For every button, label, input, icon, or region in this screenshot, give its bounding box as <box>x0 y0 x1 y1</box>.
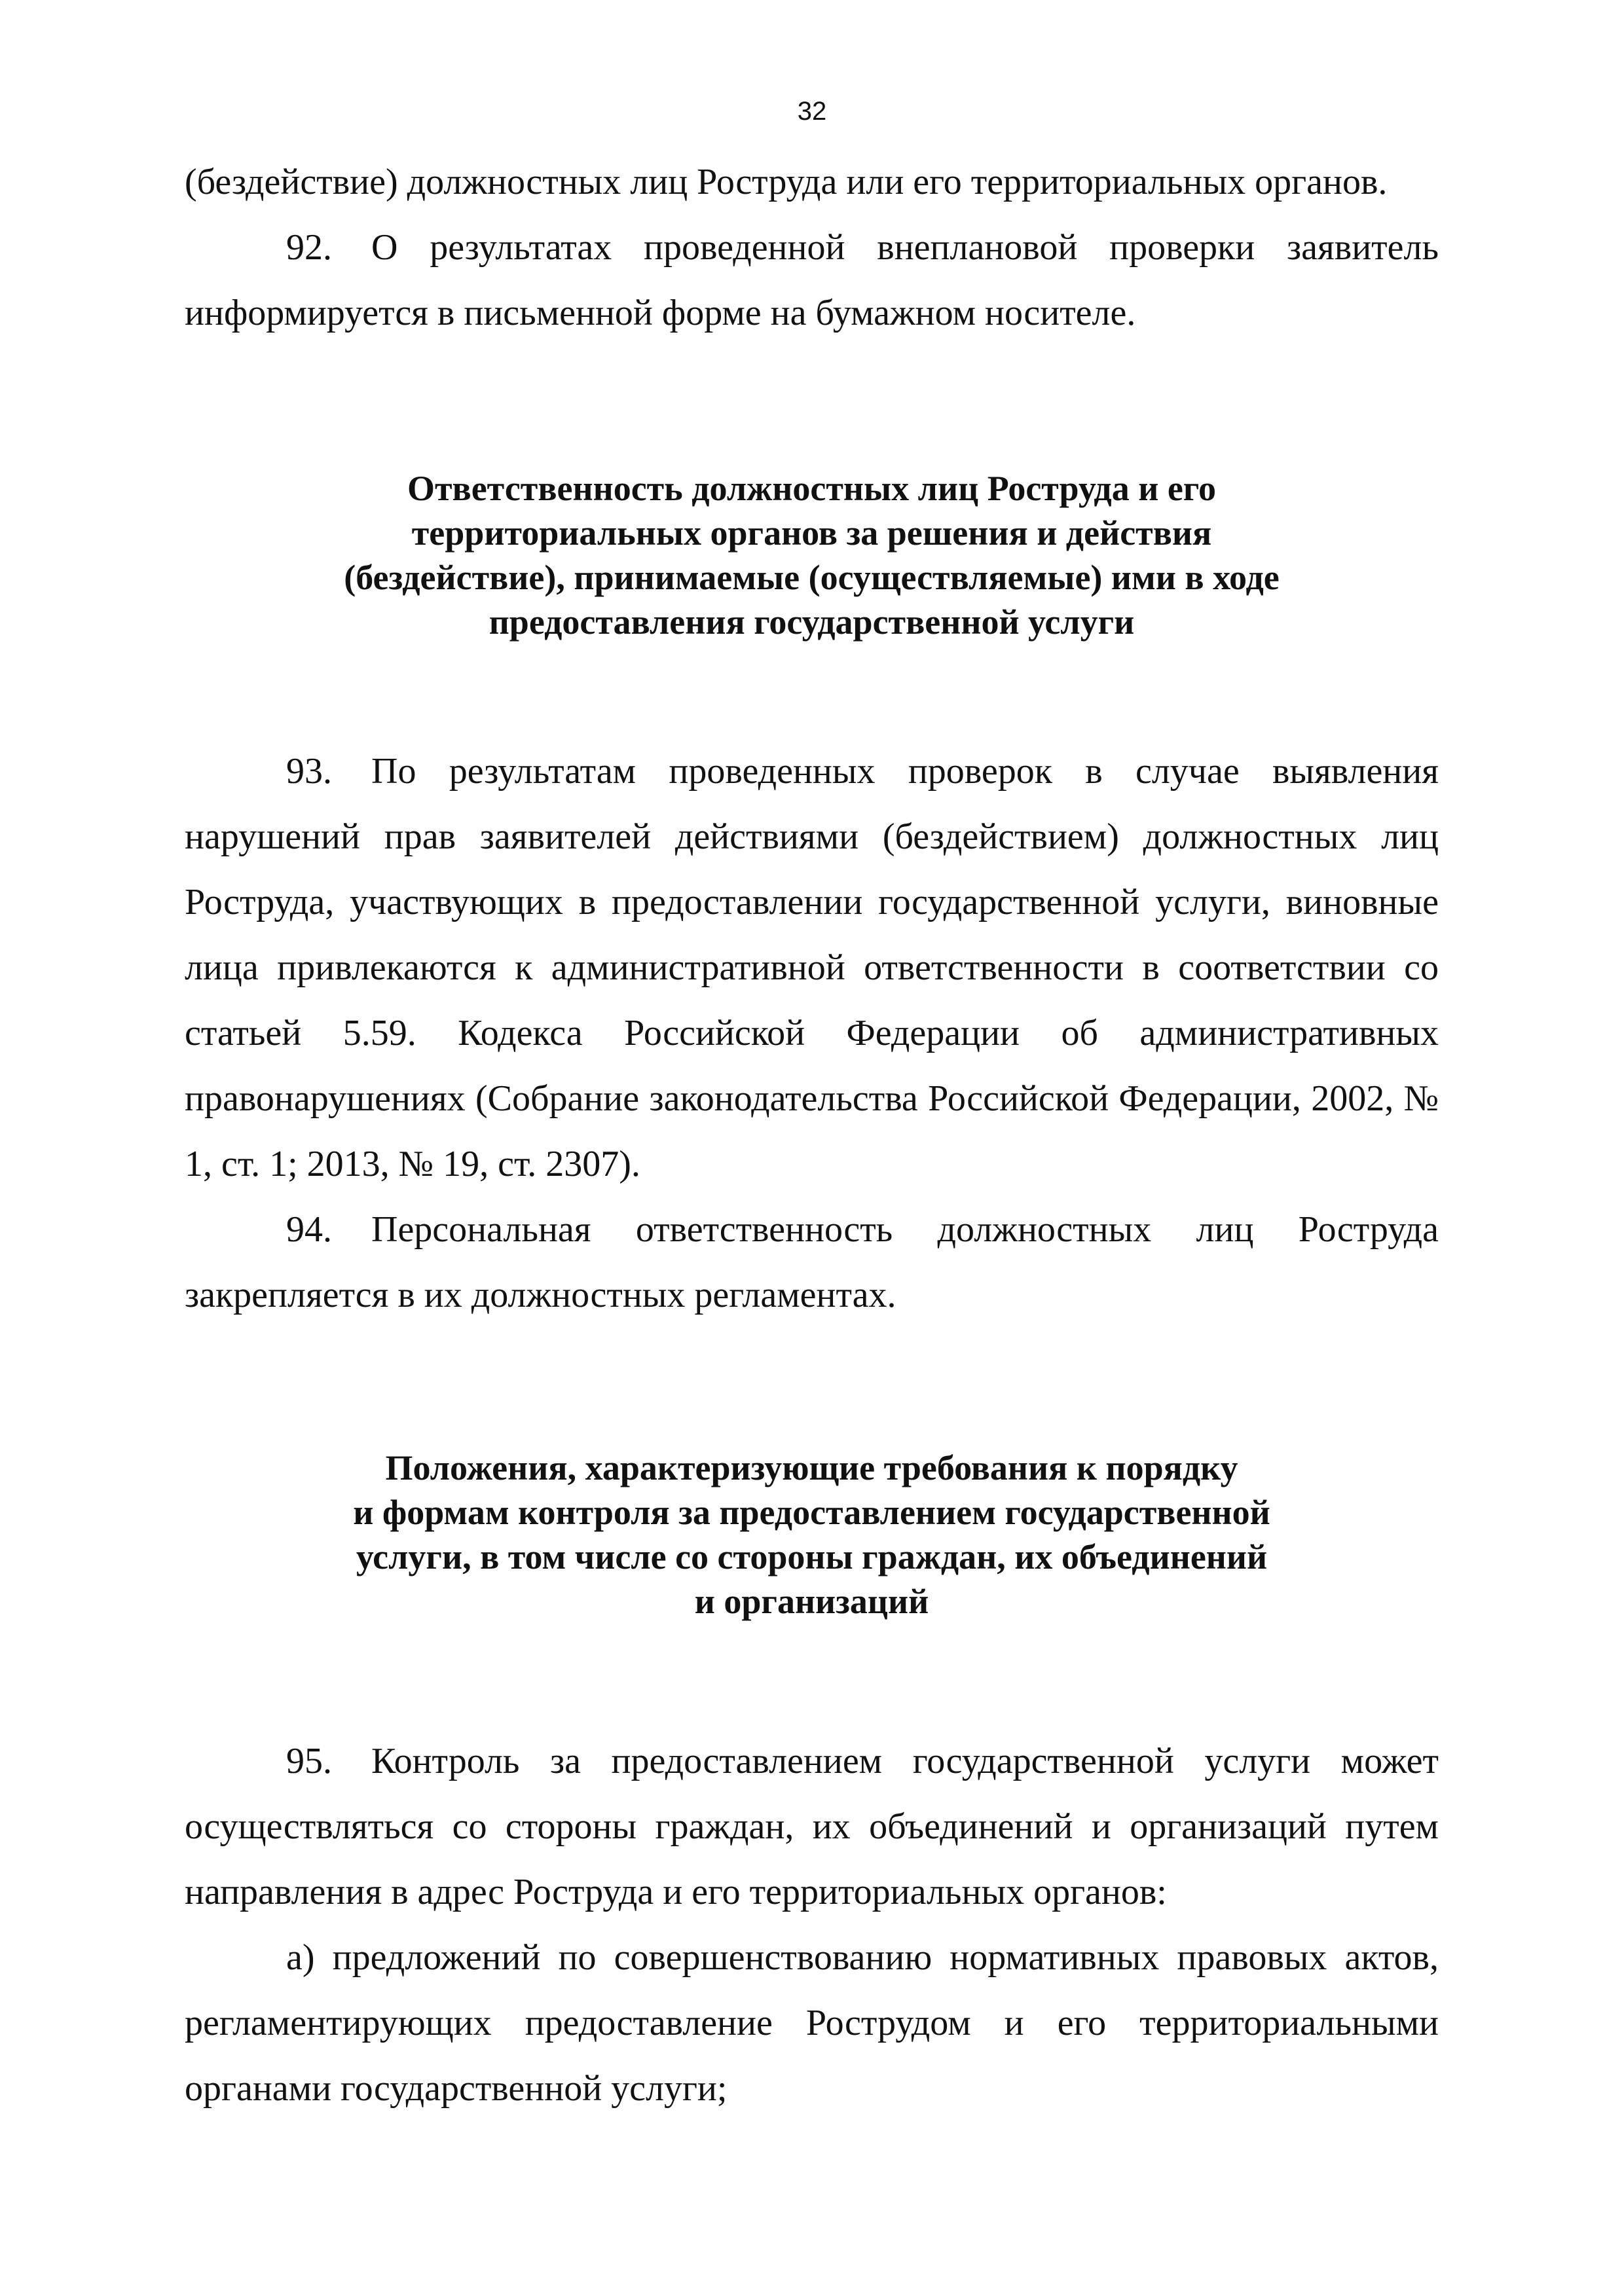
heading-line: и формам контроля за предоставлением государственной <box>353 1493 1270 1532</box>
paragraph-95 <box>185 1728 1439 1925</box>
heading-line: Ответственность должностных лиц Роструда и его <box>407 469 1216 508</box>
page-number: 32 <box>797 97 827 126</box>
heading-line: услуги, в том числе со стороны граждан, их объединений <box>356 1537 1268 1576</box>
heading-line: и организаций <box>694 1582 929 1621</box>
paragraph-95a: а) предложений по совершенствованию нормативных правовых актов, регламентирующих предоставление Рострудом и его территориальными органами государственной услуги; <box>185 1937 1439 2109</box>
paragraph-91-continuation: (бездействие) должностных лиц Роструда или его территориальных органов. <box>185 162 1388 202</box>
section-heading-responsibility <box>185 466 1439 644</box>
paragraph-text: Персональная ответственность должностных лиц Роструда закрепляется в их должностных регламентах. <box>185 1209 1439 1315</box>
section-heading-control-provisions <box>185 1446 1439 1624</box>
heading-line: территориальных органов за решения и действия <box>411 513 1212 553</box>
paragraph-text: Контроль за предоставлением государственной услуги может осуществляться со стороны граждан, их объединений и организаций путем направления в адрес Роструда и его территориальных органов: <box>185 1741 1439 1912</box>
paragraph-93 <box>185 738 1439 1197</box>
paragraph-number: 93. <box>286 751 332 792</box>
text-block-2 <box>185 738 1439 1328</box>
paragraph-number: 94. <box>286 1209 332 1250</box>
paragraph-text: О результатах проведенной внеплановой проверки заявитель информируется в письменной форме на бумажном носителе. <box>185 227 1439 333</box>
text-block-1 <box>185 149 1439 346</box>
paragraph-94 <box>185 1197 1439 1328</box>
heading-line: (бездействие), принимаемые (осуществляемые) ими в ходе <box>344 558 1280 597</box>
heading-line: Положения, характеризующие требования к порядку <box>385 1448 1238 1487</box>
paragraph-text: По результатам проведенных проверок в случае выявления нарушений прав заявителей действиями (бездействием) должностных лиц Роструда, участвующих в предоставлении государственной услуги, виновные лица привлекаются к административной ответственности в соответствии со статьей 5.59. Кодекса Российской Федерации об административных правонарушениях (Собрание законодательства Российской Федерации, 2002, № 1, ст. 1; 2013, № 19, ст. 2307). <box>185 751 1439 1184</box>
paragraph-number: 92. <box>286 227 332 268</box>
paragraph-92 <box>185 215 1439 346</box>
paragraph-number: 95. <box>286 1741 332 1781</box>
text-block-3 <box>185 1728 1439 2121</box>
heading-line: предоставления государственной услуги <box>489 602 1135 642</box>
